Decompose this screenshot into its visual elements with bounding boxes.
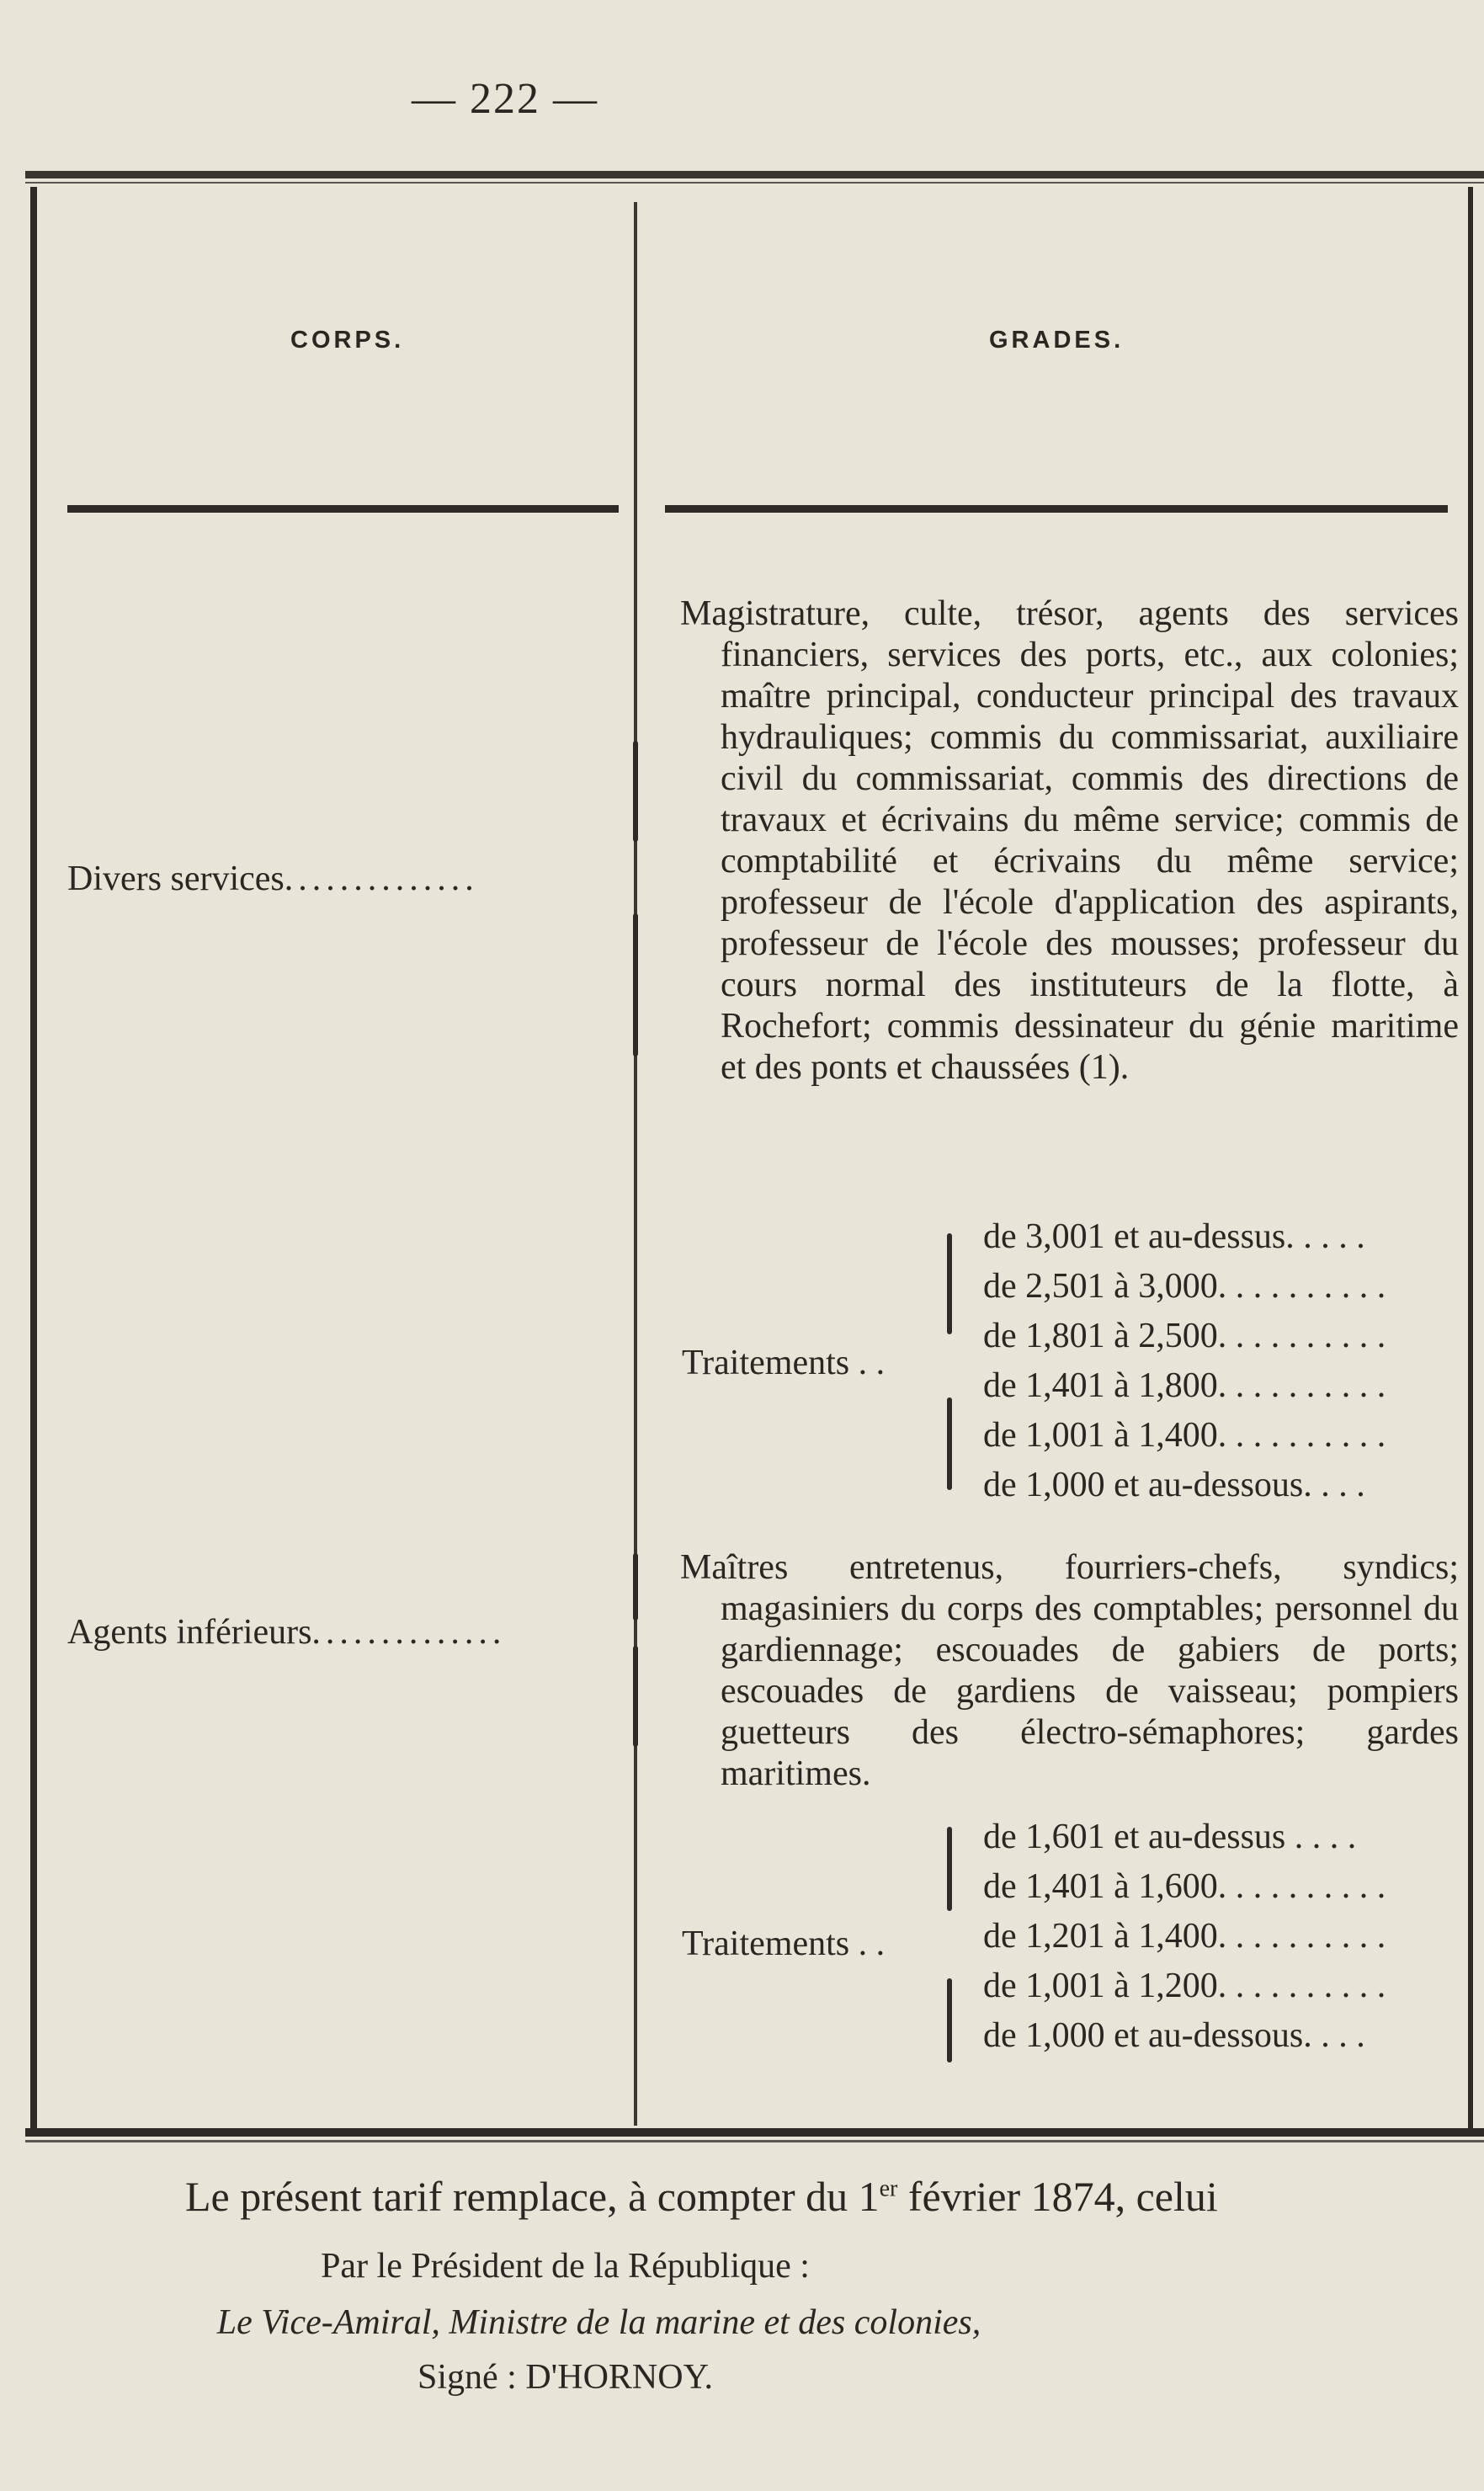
footer-by-president: Par le Président de la République : xyxy=(321,2247,810,2286)
header-grades: GRADES. xyxy=(989,327,1125,354)
brace-agents-lower xyxy=(633,1646,638,1747)
salary-row: de 1,000 et au-dessous. . . . xyxy=(983,2016,1365,2055)
traitements-label-1: Traitements . . xyxy=(682,1344,886,1382)
brace-traitements-2 xyxy=(947,1827,952,1911)
corps-label-agents-inferieurs xyxy=(67,1612,506,1653)
header-corps: CORPS. xyxy=(290,327,405,354)
brace-traitements-1 xyxy=(947,1233,952,1334)
salary-list-divers xyxy=(983,1212,1459,1510)
grades-text: Maîtres entretenus, fourriers-chefs, syndics; magasiniers du corps des comptables; personnel du gardiennage; escouades de gabiers de ports; escouades de gardiens de vaisseau; pompiers guetteurs des électro-sémaphores; gardes maritimes. xyxy=(680,1548,1459,1793)
salary-row: de 1,201 à 1,400. . . . . . . . . . xyxy=(983,1917,1386,1956)
salary-list-agents xyxy=(983,1812,1459,2061)
grades-paragraph-divers xyxy=(680,593,1459,1088)
salary-row: de 1,000 et au-dessous. . . . xyxy=(983,1466,1365,1504)
salary-row: de 3,001 et au-dessus. . . . . xyxy=(983,1217,1365,1256)
corps-name: Divers services xyxy=(67,860,285,898)
footer-signature: Signé : D'HORNOY. xyxy=(418,2358,713,2397)
salary-row: de 1,401 à 1,600. . . . . . . . . . xyxy=(983,1867,1386,1906)
top-rule xyxy=(25,171,1484,178)
footer-minister: Le Vice-Amiral, Ministre de la marine et des colonies, xyxy=(216,2303,981,2342)
bottom-rule xyxy=(25,2128,1484,2137)
brace-traitements-1b xyxy=(947,1397,952,1490)
grades-text: Magistrature, culte, trésor, agents des services financiers, services des ports, etc., aux colonies; maître principal, conducteur principal des travaux hydrauliques; commis du commissariat, auxiliaire civil du commissariat, commis des directions de travaux et écrivains du même service; commis de comptabilité et écrivains du même service; professeur de l'école d'application des aspirants, professeur de l'école des mousses; professeur du cours normal des instituteurs de la flotte, à Rochefort; commis dessinateur du génie maritime et des ponts et chaussées (1). xyxy=(680,594,1459,1087)
brace-agents xyxy=(633,1553,638,1621)
salary-row: de 1,401 à 1,800. . . . . . . . . . xyxy=(983,1366,1386,1405)
footer-text-before: Le présent tarif remplace, à compter du 1 xyxy=(185,2173,880,2220)
page-number: — 222 — xyxy=(412,75,598,123)
bottom-rule-thin xyxy=(25,2140,1484,2142)
salary-row: de 2,501 à 3,000. . . . . . . . . . xyxy=(983,1267,1386,1306)
brace-divers xyxy=(633,741,638,842)
footer-statement xyxy=(185,2172,1218,2221)
top-rule-thin xyxy=(25,182,1484,184)
column-divider xyxy=(634,202,637,2126)
footer-superscript: er xyxy=(879,2175,898,2202)
corps-label-divers-services xyxy=(67,859,479,899)
header-rule-left xyxy=(67,505,619,513)
traitements-label-2: Traitements . . xyxy=(682,1924,886,1963)
salary-row: de 1,801 à 2,500. . . . . . . . . . xyxy=(983,1317,1386,1355)
salary-row: de 1,001 à 1,400. . . . . . . . . . xyxy=(983,1416,1386,1455)
footer-text-after: février 1874, celui xyxy=(897,2173,1218,2220)
header-rule-right xyxy=(665,505,1448,513)
leader-dots: .............. xyxy=(284,860,479,898)
salary-row: de 1,001 à 1,200. . . . . . . . . . xyxy=(983,1967,1386,2005)
brace-traitements-2b xyxy=(947,1978,952,2063)
leader-dots: .............. xyxy=(311,1613,507,1652)
salary-row: de 1,601 et au-dessus . . . . xyxy=(983,1818,1357,1856)
grades-paragraph-agents xyxy=(680,1547,1459,1795)
brace-divers-lower xyxy=(633,913,638,1057)
corps-name: Agents inférieurs xyxy=(67,1613,312,1652)
